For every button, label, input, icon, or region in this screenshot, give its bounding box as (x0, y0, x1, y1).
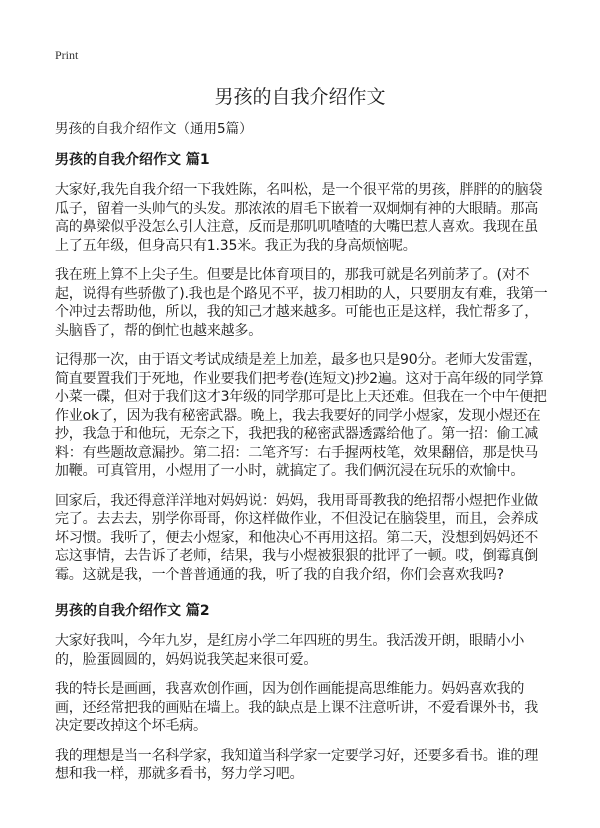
paragraph: 回家后，我还得意洋洋地对妈妈说：妈妈，我用哥哥教我的绝招帮小煜把作业做完了。去去去，别学你哥哥，你这样做作业，不但没记在脑袋里，而且，会养成坏习惯。我听了，便去小煜家，和他决心不再用这招。第二天，没想到妈妈还不忘这事情，去告诉了老师，结果，我与小煜被狠狠的批评了一顿。哎，倒霉真倒霉。这就是我，一个普普通通的我，听了我的自我介绍，你们会喜欢我吗? (55, 492, 538, 583)
print-link[interactable]: Print (55, 48, 79, 62)
paragraph: 大家好我叫，今年九岁，是红房小学二年四班的男生。我活泼开朗，眼睛小小的，脸蛋圆圆的，妈妈说我笑起来很可爱。 (55, 633, 525, 668)
paragraph: 大家好,我先自我介绍一下我姓陈，名叫松，是一个很平常的男孩，胖胖的的脑袋瓜子，留着一头帅气的头发。那浓浓的眉毛下嵌着一双炯炯有神的大眼睛。那高高的鼻梁似乎没怎么引人注意，反而是那叽叽喳喳的大嘴巴惹人喜欢。我现在虽上了五年级，但身高只有1.35米。我正为我的身高烦恼呢。 (55, 182, 543, 254)
document-body (55, 120, 550, 795)
section-heading: 男孩的自我介绍作文 篇2 (55, 603, 210, 619)
page-title: 男孩的自我介绍作文 (214, 86, 386, 108)
essay-section-1 (55, 151, 550, 584)
paragraph: 我的理想是当一名科学家，我知道当科学家一定要学习好，还要多看书。谁的理想和我一样，那就多看书，努力学习吧。 (55, 747, 538, 782)
document-subtitle: 男孩的自我介绍作文（通用5篇） (55, 121, 253, 137)
paragraph: 我的特长是画画，我喜欢创作画，因为创作画能提高思维能力。妈妈喜欢我的画，还经常把我的画贴在墙上。我的缺点是上课不注意听讲，不爱看课外书，我决定要改掉这个坏毛病。 (55, 681, 538, 734)
paragraph: 记得那一次，由于语文考试成绩是差上加差，最多也只是90分。老师大发雷霆，简直要置我们于死地，作业要我们把考卷(连短文)抄2遍。这对于高年级的同学算小菜一碟，但对于我们这才3年级的同学那可是比上天还难。但我在一个中午便把作业ok了，因为我有秘密武器。晚上，我去我要好的同学小煜家，发现小煜还在抄，我急于和他玩，无奈之下，我把我的秘密武器透露给他了。第一招：偷工减料：有些题故意漏抄。第二招：二笔齐写：右手握两枝笔，效果翻倍，那是快马加鞭。可真管用，小煜用了一小时，就搞定了。我们俩沉浸在玩乐的欢愉中。 (55, 352, 547, 479)
paragraph: 我在班上算不上尖子生。但要是比体育项目的，那我可就是名列前茅了。(对不起，说得有些骄傲了).我也是个路见不平，拔刀相助的人，只要朋友有难，我第一个冲过去帮助他，所以，我的知己才越来越多。可能也正是这样，我忙帮多了，头脑昏了，帮的倒忙也越来越多。 (55, 267, 548, 339)
section-heading: 男孩的自我介绍作文 篇1 (55, 152, 210, 168)
essay-section-2 (55, 602, 550, 784)
